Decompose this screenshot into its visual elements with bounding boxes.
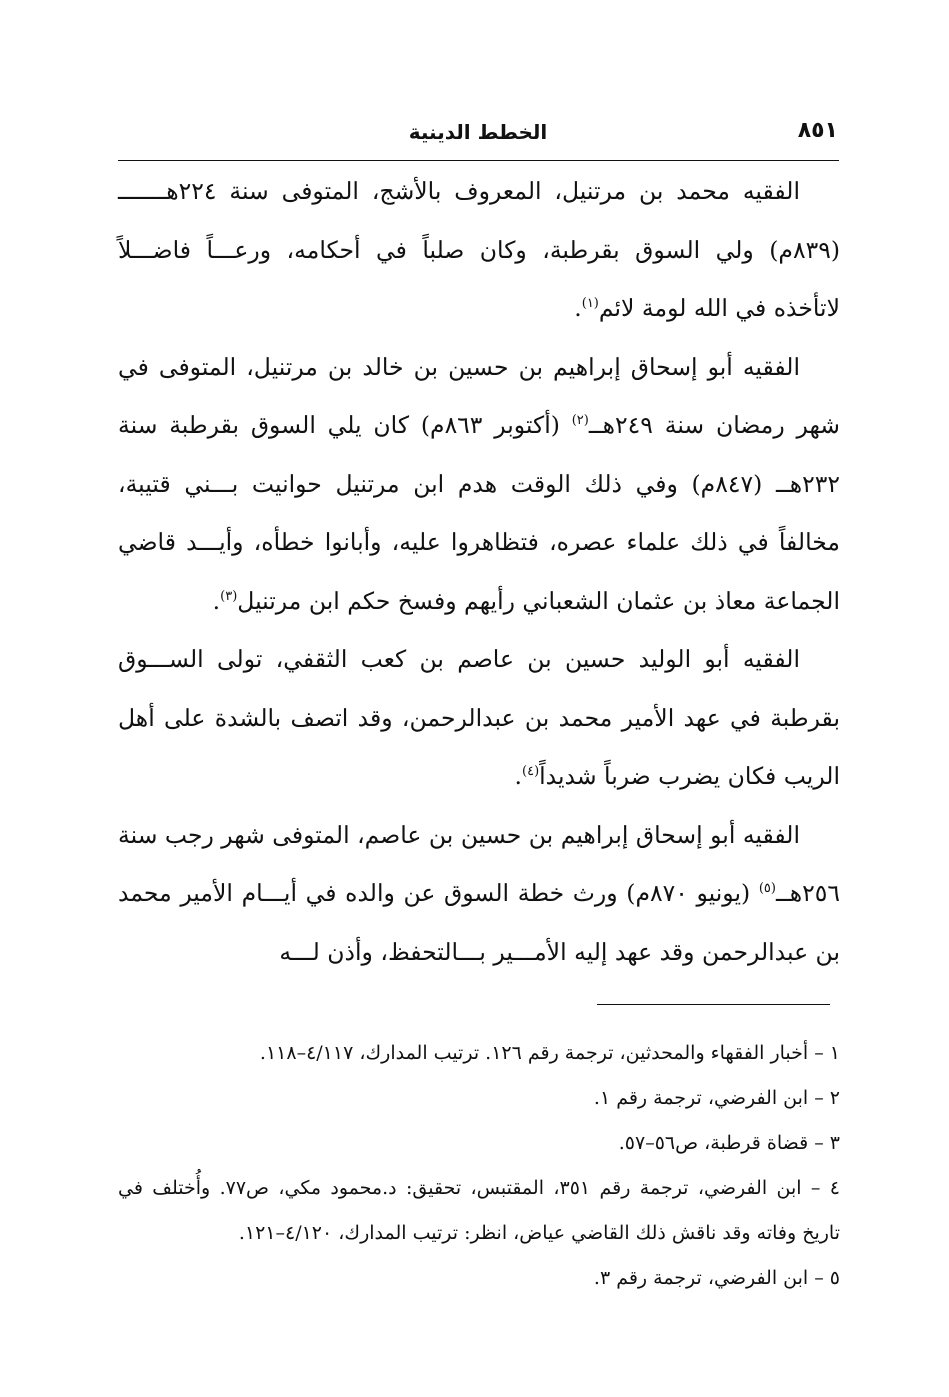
- footnote-ref-4: (٤): [522, 764, 540, 780]
- running-header: [118, 112, 838, 156]
- footnote-ref-3: (٣): [220, 588, 238, 604]
- paragraph-1: [118, 162, 840, 338]
- header-title: الخطط الدينية: [408, 120, 548, 144]
- paragraph-3-text: الفقيه أبو الوليد حسين بن عاصم بن كعب الثقفي، تولى الســـوق بقرطبة في عهد الأمير محمد بن عبدالرحمن، وقد اتصف بالشدة على أهل الريب فكان يضرب ضرباً شديداً: [118, 645, 840, 790]
- paragraph-4-text-continued: (يونيو ٨٧٠م) ورث خطة السوق عن والده في أيـــام الأمير محمد بن عبدالرحمن وقد عهد إليه الأمـــير بـــالتحفظ، وأذن لـــه: [118, 879, 840, 966]
- paragraph-4: [118, 806, 840, 982]
- paragraph-2-text-continued: (أكتوبر ٨٦٣م) كان يلي السوق بقرطبة سنة ٢٣٢هــ (٨٤٧م) وفي ذلك الوقت هدم ابن مرتنيل حوانيت بـــني قتيبة، مخالفاً في ذلك علماء عصره، فتظاهروا عليه، وأبانوا خطأه، وأيـــد قاضي الجماعة معاذ بن عثمان الشعباني رأيهم وفسخ حكم ابن مرتنيل: [118, 411, 840, 615]
- paragraph-4-text: الفقيه أبو إسحاق إبراهيم بن حسين بن عاصم، المتوفى شهر رجب سنة ٢٥٦هــ: [118, 820, 840, 907]
- paragraph-3: [118, 630, 840, 806]
- footnote-ref-2: (٢): [571, 413, 589, 429]
- footnote-5: ٥ – ابن الفرضي، ترجمة رقم ٣.: [593, 1267, 840, 1289]
- footnote-1: ١ – أخبار الفقهاء والمحدثين، ترجمة رقم ١٢٦. ترتيب المدارك، ٤/١١٧–١١٨.: [259, 1042, 840, 1064]
- footnote-3: ٣ – قضاة قرطبة، ص٥٦–٥٧.: [618, 1132, 840, 1154]
- paragraph-1-text: الفقيه محمد بن مرتنيل، المعروف بالأشج، المتوفى سنة ٢٢٤هـــــــ (٨٣٩م) ولي السوق بقرطبة، وكان صلباً في أحكامه، ورعـــاً فاضـــلاً لاتأخذه في الله لومة لائم: [118, 177, 840, 322]
- paragraph-2-text: الفقيه أبو إسحاق إبراهيم بن حسين بن خالد بن مرتنيل، المتوفى في شهر رمضان سنة ٢٤٩هــ: [118, 352, 840, 439]
- paragraph-2-end: .: [212, 586, 221, 615]
- footnote-ref-1: (١): [581, 296, 599, 312]
- main-text: [118, 162, 840, 981]
- paragraph-2: [118, 338, 840, 631]
- header-rule: [118, 160, 839, 161]
- paragraph-1-end: .: [574, 294, 582, 322]
- page-number: ٨٥١: [797, 118, 838, 143]
- footnote-2: ٢ – ابن الفرضي، ترجمة رقم ١.: [593, 1087, 840, 1109]
- footnote-ref-5: (٥): [758, 881, 776, 897]
- footnote-separator: [597, 1004, 830, 1005]
- footnotes: [118, 1031, 840, 1301]
- paragraph-3-end: .: [514, 762, 523, 790]
- footnote-4: ٤ – ابن الفرضي، ترجمة رقم ٣٥١، المقتبس، تحقيق: د.محمود مكي، ص٧٧. وأُختلف في تاريخ وفاته وقد ناقش ذلك القاضي عياض، انظر: ترتيب المدارك، ٤/١٢٠–١٢١.: [118, 1177, 840, 1244]
